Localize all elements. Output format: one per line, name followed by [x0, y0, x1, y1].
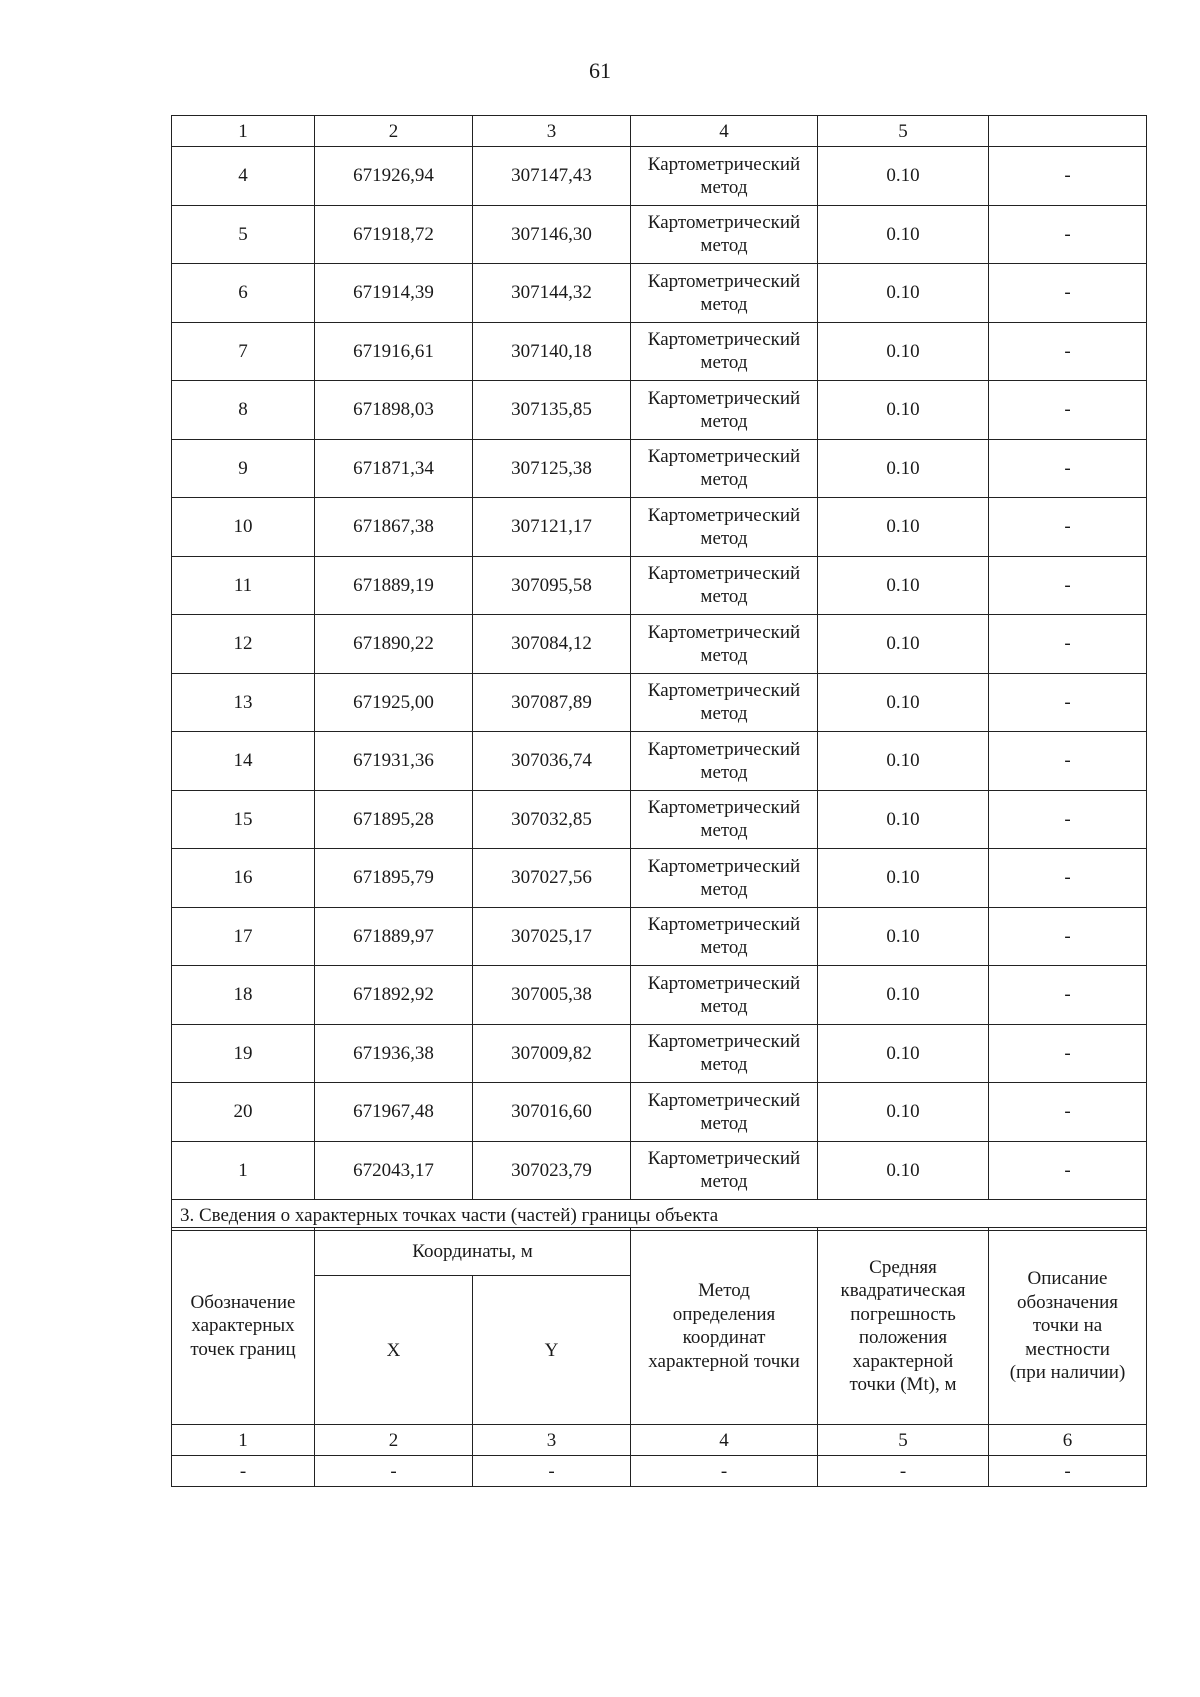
section-row [172, 1200, 1147, 1231]
point-id-cell: 8 [172, 381, 315, 440]
error-cell: 0.10 [818, 147, 989, 206]
section-title: 3. Сведения о характерных точках части (частей) границы объекта [172, 1200, 1147, 1231]
method-cell [631, 439, 818, 498]
y-coordinate-cell: 307084,12 [473, 615, 631, 674]
method-line: Картометрический [647, 914, 801, 936]
method-line: Картометрический [647, 563, 801, 585]
designation-line: точек границ [190, 1338, 296, 1360]
method-line: метод [700, 352, 748, 374]
points-table [171, 115, 1147, 1231]
method-line: метод [700, 176, 748, 198]
description-cell: - [989, 849, 1147, 908]
error-cell: 0.10 [818, 556, 989, 615]
method-line: метод [700, 410, 748, 432]
y-coordinate-cell: 307144,32 [473, 264, 631, 323]
x-coordinate-cell: 671895,28 [315, 790, 473, 849]
table-row [172, 1024, 1147, 1083]
point-id-cell: 12 [172, 615, 315, 674]
point-id-cell: 13 [172, 673, 315, 732]
method-cell [631, 1083, 818, 1142]
method-cell [631, 381, 818, 440]
point-id-cell: 9 [172, 439, 315, 498]
description-cell: - [989, 790, 1147, 849]
column-number: 1 [172, 1425, 315, 1456]
y-coordinate-cell: 307146,30 [473, 205, 631, 264]
column-number-row [172, 1425, 1147, 1456]
table-row [172, 381, 1147, 440]
method-cell [631, 732, 818, 791]
y-coordinate-cell: 307087,89 [473, 673, 631, 732]
parts-table [171, 1227, 1147, 1487]
x-coordinate-cell: 671892,92 [315, 966, 473, 1025]
x-coordinate-cell: 671889,19 [315, 556, 473, 615]
x-coordinate-cell: 671890,22 [315, 615, 473, 674]
x-coordinate-cell: 671936,38 [315, 1024, 473, 1083]
y-coordinate-cell: 307005,38 [473, 966, 631, 1025]
column-number: 6 [989, 1425, 1147, 1456]
method-line: Картометрический [647, 797, 801, 819]
y-coordinate-cell: 307140,18 [473, 322, 631, 381]
method-line: метод [700, 937, 748, 959]
description-cell: - [989, 556, 1147, 615]
method-cell [631, 1141, 818, 1200]
coordinates-header: Координаты, м [315, 1228, 631, 1276]
column-number: 3 [473, 1425, 631, 1456]
method-line: метод [700, 469, 748, 491]
error-cell: 0.10 [818, 732, 989, 791]
table-row [172, 439, 1147, 498]
table-row [172, 322, 1147, 381]
error-header [818, 1228, 989, 1425]
method-line: Картометрический [647, 212, 801, 234]
method-line: метод [700, 293, 748, 315]
column-number: 4 [631, 116, 818, 147]
method-line: Картометрический [647, 446, 801, 468]
x-coordinate-cell: 671918,72 [315, 205, 473, 264]
method-cell [631, 205, 818, 264]
y-coordinate-cell: 307009,82 [473, 1024, 631, 1083]
point-id-cell: 15 [172, 790, 315, 849]
description-cell: - [989, 147, 1147, 206]
method-line: Картометрический [647, 738, 801, 760]
description-cell: - [989, 264, 1147, 323]
table-row [172, 732, 1147, 791]
error-cell: 0.10 [818, 1083, 989, 1142]
error-line: точки (Mt), м [849, 1374, 957, 1395]
y-coordinate-cell: 307023,79 [473, 1141, 631, 1200]
column-number: 2 [315, 1425, 473, 1456]
designation-line: Обозначение [190, 1291, 296, 1313]
parts-header-row [172, 1228, 1147, 1276]
method-line: метод [700, 878, 748, 900]
y-coordinate-cell: 307135,85 [473, 381, 631, 440]
error-cell: 0.10 [818, 966, 989, 1025]
method-line: метод [700, 1054, 748, 1076]
method-line: метод [700, 703, 748, 725]
column-number: 2 [315, 116, 473, 147]
point-id-cell: 5 [172, 205, 315, 264]
method-line: Картометрический [647, 972, 801, 994]
empty-cell: - [473, 1456, 631, 1487]
description-cell: - [989, 1024, 1147, 1083]
method-line: метод [700, 820, 748, 842]
method-line: Картометрический [647, 1089, 801, 1111]
description-cell: - [989, 615, 1147, 674]
table-row [172, 498, 1147, 557]
page-number: 61 [589, 58, 611, 83]
error-cell: 0.10 [818, 907, 989, 966]
point-id-cell: 19 [172, 1024, 315, 1083]
method-line: Картометрический [647, 621, 801, 643]
method-line: метод [700, 1112, 748, 1134]
description-cell: - [989, 439, 1147, 498]
empty-cell: - [631, 1456, 818, 1487]
method-cell [631, 1024, 818, 1083]
empty-cell: - [172, 1456, 315, 1487]
table-row [172, 556, 1147, 615]
method-cell [631, 556, 818, 615]
x-coordinate-cell: 671914,39 [315, 264, 473, 323]
description-cell: - [989, 907, 1147, 966]
error-cell: 0.10 [818, 205, 989, 264]
x-coordinate-cell: 671925,00 [315, 673, 473, 732]
error-line: характерной [852, 1350, 954, 1372]
error-cell: 0.10 [818, 1141, 989, 1200]
x-coordinate-cell: 671926,94 [315, 147, 473, 206]
error-cell: 0.10 [818, 615, 989, 674]
y-coordinate-cell: 307121,17 [473, 498, 631, 557]
description-cell: - [989, 1141, 1147, 1200]
x-coordinate-cell: 671916,61 [315, 322, 473, 381]
error-cell: 0.10 [818, 381, 989, 440]
method-cell [631, 849, 818, 908]
method-cell [631, 673, 818, 732]
point-id-cell: 20 [172, 1083, 315, 1142]
method-line: Метод [698, 1280, 750, 1301]
y-header: Y [473, 1276, 631, 1425]
x-coordinate-cell: 671898,03 [315, 381, 473, 440]
point-id-cell: 16 [172, 849, 315, 908]
description-cell: - [989, 1083, 1147, 1142]
x-coordinate-cell: 671871,34 [315, 439, 473, 498]
method-line: Картометрический [647, 1031, 801, 1053]
point-id-cell: 7 [172, 322, 315, 381]
error-line: положения [858, 1327, 948, 1348]
error-cell: 0.10 [818, 1024, 989, 1083]
method-line: метод [700, 1171, 748, 1193]
method-cell [631, 790, 818, 849]
description-header [989, 1228, 1147, 1425]
description-line: местности [1025, 1338, 1110, 1360]
designation-line: характерных [191, 1315, 295, 1337]
method-line: метод [700, 527, 748, 549]
table-row [172, 1141, 1147, 1200]
point-id-cell: 18 [172, 966, 315, 1025]
description-line: Описание [1027, 1268, 1108, 1290]
error-cell: 0.10 [818, 322, 989, 381]
y-coordinate-cell: 307095,58 [473, 556, 631, 615]
method-line: Картометрический [647, 387, 801, 409]
column-number: 4 [631, 1425, 818, 1456]
error-line: квадратическая [840, 1280, 966, 1301]
x-coordinate-cell: 672043,17 [315, 1141, 473, 1200]
empty-cell: - [818, 1456, 989, 1487]
method-cell [631, 498, 818, 557]
error-cell: 0.10 [818, 673, 989, 732]
y-coordinate-cell: 307027,56 [473, 849, 631, 908]
x-coordinate-cell: 671895,79 [315, 849, 473, 908]
method-line: координат [682, 1327, 766, 1348]
table-row [172, 790, 1147, 849]
error-cell: 0.10 [818, 849, 989, 908]
y-coordinate-cell: 307016,60 [473, 1083, 631, 1142]
table-row [172, 205, 1147, 264]
column-number: 5 [818, 116, 989, 147]
method-line: Картометрический [647, 680, 801, 702]
method-cell [631, 615, 818, 674]
description-cell: - [989, 205, 1147, 264]
error-line: погрешность [850, 1303, 956, 1325]
error-cell: 0.10 [818, 439, 989, 498]
table-row [172, 147, 1147, 206]
description-cell: - [989, 673, 1147, 732]
method-line: Картометрический [647, 504, 801, 526]
column-number [989, 116, 1147, 147]
x-header: X [315, 1276, 473, 1425]
method-cell [631, 322, 818, 381]
point-id-cell: 6 [172, 264, 315, 323]
method-cell [631, 147, 818, 206]
table-row [172, 966, 1147, 1025]
point-id-cell: 17 [172, 907, 315, 966]
column-number: 3 [473, 116, 631, 147]
method-cell [631, 966, 818, 1025]
error-line: Средняя [869, 1256, 937, 1278]
table-row [172, 849, 1147, 908]
empty-cell: - [315, 1456, 473, 1487]
description-cell: - [989, 381, 1147, 440]
description-line: (при наличии) [1009, 1362, 1126, 1384]
y-coordinate-cell: 307125,38 [473, 439, 631, 498]
method-line: Картометрический [647, 153, 801, 175]
y-coordinate-cell: 307147,43 [473, 147, 631, 206]
description-cell: - [989, 498, 1147, 557]
point-id-cell: 14 [172, 732, 315, 791]
column-number: 1 [172, 116, 315, 147]
table-row [172, 1456, 1147, 1487]
error-cell: 0.10 [818, 498, 989, 557]
method-line: метод [700, 995, 748, 1017]
table-row [172, 673, 1147, 732]
method-line: метод [700, 761, 748, 783]
description-cell: - [989, 966, 1147, 1025]
table-row [172, 907, 1147, 966]
x-coordinate-cell: 671967,48 [315, 1083, 473, 1142]
point-id-cell: 11 [172, 556, 315, 615]
table-row [172, 1083, 1147, 1142]
point-id-cell: 4 [172, 147, 315, 206]
table-row [172, 615, 1147, 674]
method-cell [631, 264, 818, 323]
method-line: Картометрический [647, 855, 801, 877]
description-line: обозначения [1016, 1291, 1119, 1313]
method-line: метод [700, 586, 748, 608]
method-cell [631, 907, 818, 966]
method-line: Картометрический [647, 270, 801, 292]
column-number: 5 [818, 1425, 989, 1456]
y-coordinate-cell: 307036,74 [473, 732, 631, 791]
x-coordinate-cell: 671867,38 [315, 498, 473, 557]
method-line: определения [672, 1303, 776, 1325]
x-coordinate-cell: 671889,97 [315, 907, 473, 966]
description-cell: - [989, 322, 1147, 381]
empty-cell: - [989, 1456, 1147, 1487]
method-line: метод [700, 235, 748, 257]
error-cell: 0.10 [818, 264, 989, 323]
method-line: Картометрический [647, 1148, 801, 1170]
table-row [172, 264, 1147, 323]
description-cell: - [989, 732, 1147, 791]
column-number-row [172, 116, 1147, 147]
designation-header [172, 1228, 315, 1425]
y-coordinate-cell: 307032,85 [473, 790, 631, 849]
method-header [631, 1228, 818, 1425]
x-coordinate-cell: 671931,36 [315, 732, 473, 791]
point-id-cell: 10 [172, 498, 315, 557]
point-id-cell: 1 [172, 1141, 315, 1200]
error-cell: 0.10 [818, 790, 989, 849]
description-line: точки на [1032, 1315, 1103, 1337]
method-line: характерной точки [648, 1350, 800, 1372]
y-coordinate-cell: 307025,17 [473, 907, 631, 966]
method-line: метод [700, 644, 748, 666]
method-line: Картометрический [647, 329, 801, 351]
